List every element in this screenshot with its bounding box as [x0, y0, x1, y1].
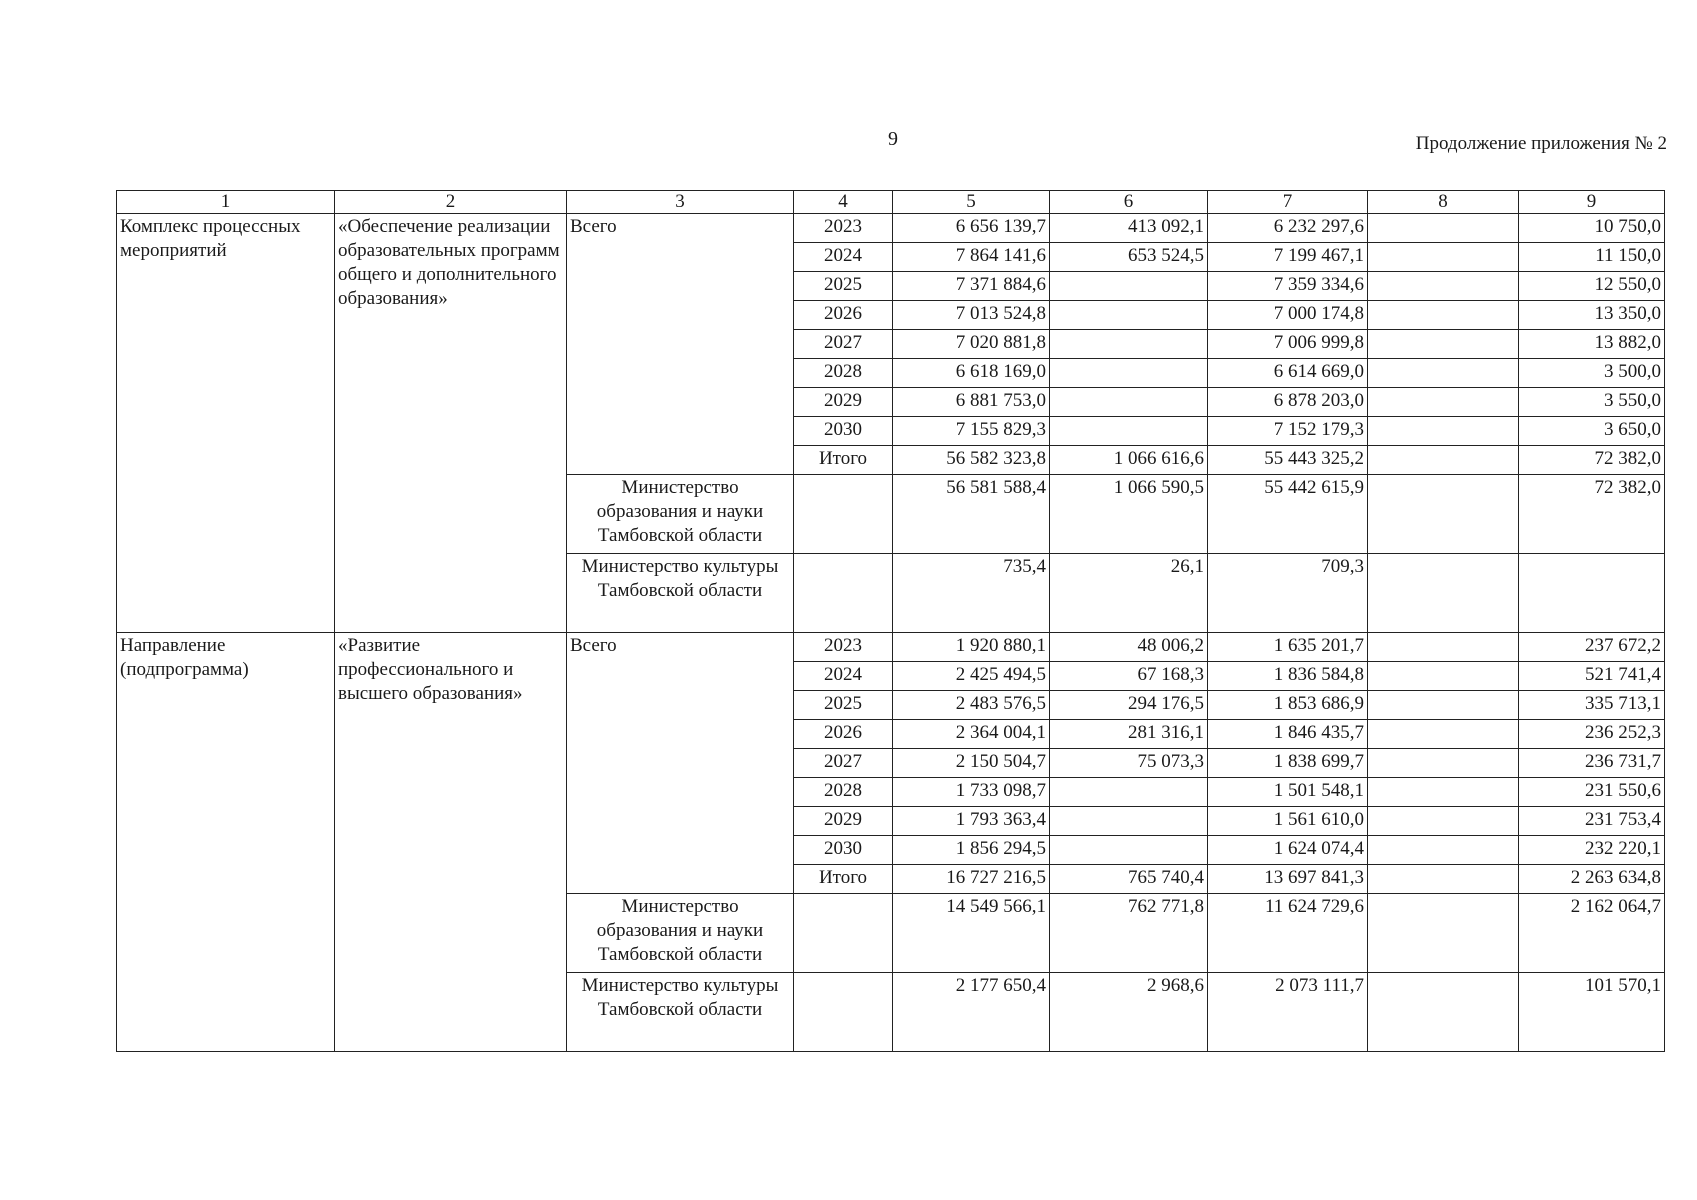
amount-cell-c9: 12 550,0	[1519, 272, 1665, 301]
table-row	[117, 214, 1665, 243]
amount-cell-c8	[1368, 633, 1519, 662]
executor-total-cell: Всего	[567, 214, 794, 475]
amount-cell-c9: 3 550,0	[1519, 388, 1665, 417]
amount-cell-c8	[1368, 417, 1519, 446]
amount-cell-c4	[794, 554, 893, 633]
amount-cell-c5: 1 920 880,1	[893, 633, 1050, 662]
amount-cell-c7: 1 838 699,7	[1208, 749, 1368, 778]
amount-cell-c9: 101 570,1	[1519, 973, 1665, 1052]
program-name-cell: «Обеспечение реализации образовательных программ общего и дополнительного образования»	[335, 214, 567, 633]
amount-cell-c6: 765 740,4	[1050, 865, 1208, 894]
year-cell: 2027	[794, 330, 893, 359]
amount-cell-c6: 294 176,5	[1050, 691, 1208, 720]
amount-cell-c9: 2 162 064,7	[1519, 894, 1665, 973]
column-header: 5	[893, 191, 1050, 214]
amount-cell-c5: 1 856 294,5	[893, 836, 1050, 865]
amount-cell-c5: 735,4	[893, 554, 1050, 633]
amount-cell-c8	[1368, 662, 1519, 691]
amount-cell-c8	[1368, 778, 1519, 807]
amount-cell-c6	[1050, 388, 1208, 417]
amount-cell-c7: 709,3	[1208, 554, 1368, 633]
amount-cell-c9: 3 650,0	[1519, 417, 1665, 446]
column-header: 7	[1208, 191, 1368, 214]
amount-cell-c7: 1 501 548,1	[1208, 778, 1368, 807]
amount-cell-c9: 13 882,0	[1519, 330, 1665, 359]
page-number: 9	[888, 128, 898, 150]
amount-cell-c7: 6 232 297,6	[1208, 214, 1368, 243]
executor-name-cell: Министерство образования и науки Тамбовской области	[567, 894, 794, 973]
amount-cell-c8	[1368, 894, 1519, 973]
amount-cell-c8	[1368, 720, 1519, 749]
amount-cell-c6: 413 092,1	[1050, 214, 1208, 243]
amount-cell-c7: 1 853 686,9	[1208, 691, 1368, 720]
amount-cell-c8	[1368, 388, 1519, 417]
amount-cell-c6	[1050, 807, 1208, 836]
amount-cell-c8	[1368, 836, 1519, 865]
amount-cell-c6: 75 073,3	[1050, 749, 1208, 778]
amount-cell-c9: 231 550,6	[1519, 778, 1665, 807]
column-header: 3	[567, 191, 794, 214]
amount-cell-c5: 7 371 884,6	[893, 272, 1050, 301]
amount-cell-c7: 1 846 435,7	[1208, 720, 1368, 749]
amount-cell-c5: 7 013 524,8	[893, 301, 1050, 330]
amount-cell-c6: 1 066 590,5	[1050, 475, 1208, 554]
table-row	[117, 633, 1665, 662]
amount-cell-c7: 1 836 584,8	[1208, 662, 1368, 691]
amount-cell-c5: 56 582 323,8	[893, 446, 1050, 475]
amount-cell-c9: 72 382,0	[1519, 475, 1665, 554]
amount-cell-c5: 2 425 494,5	[893, 662, 1050, 691]
amount-cell-c5: 6 881 753,0	[893, 388, 1050, 417]
amount-cell-c6	[1050, 778, 1208, 807]
amount-cell-c6: 281 316,1	[1050, 720, 1208, 749]
year-cell: 2027	[794, 749, 893, 778]
amount-cell-c8	[1368, 272, 1519, 301]
amount-cell-c7: 1 635 201,7	[1208, 633, 1368, 662]
amount-cell-c6	[1050, 301, 1208, 330]
year-cell: 2030	[794, 836, 893, 865]
amount-cell-c5: 14 549 566,1	[893, 894, 1050, 973]
amount-cell-c7: 7 006 999,8	[1208, 330, 1368, 359]
amount-cell-c5: 2 483 576,5	[893, 691, 1050, 720]
year-cell: 2026	[794, 720, 893, 749]
amount-cell-c6: 762 771,8	[1050, 894, 1208, 973]
amount-cell-c5: 2 364 004,1	[893, 720, 1050, 749]
column-header: 2	[335, 191, 567, 214]
amount-cell-c4	[794, 475, 893, 554]
amount-cell-c7: 6 878 203,0	[1208, 388, 1368, 417]
year-cell: 2025	[794, 691, 893, 720]
column-header: 6	[1050, 191, 1208, 214]
column-header: 4	[794, 191, 893, 214]
amount-cell-c8	[1368, 330, 1519, 359]
year-cell: Итого	[794, 446, 893, 475]
measure-type-cell: Направление (подпрограмма)	[117, 633, 335, 1052]
amount-cell-c6: 2 968,6	[1050, 973, 1208, 1052]
amount-cell-c9: 335 713,1	[1519, 691, 1665, 720]
amount-cell-c8	[1368, 691, 1519, 720]
amount-cell-c7: 1 624 074,4	[1208, 836, 1368, 865]
amount-cell-c5: 2 177 650,4	[893, 973, 1050, 1052]
amount-cell-c7: 7 359 334,6	[1208, 272, 1368, 301]
executor-total-cell: Всего	[567, 633, 794, 894]
amount-cell-c7: 13 697 841,3	[1208, 865, 1368, 894]
amount-cell-c7: 11 624 729,6	[1208, 894, 1368, 973]
amount-cell-c6: 67 168,3	[1050, 662, 1208, 691]
amount-cell-c7: 55 442 615,9	[1208, 475, 1368, 554]
amount-cell-c7: 7 000 174,8	[1208, 301, 1368, 330]
year-cell: 2026	[794, 301, 893, 330]
amount-cell-c9: 10 750,0	[1519, 214, 1665, 243]
amount-cell-c5: 7 864 141,6	[893, 243, 1050, 272]
amount-cell-c9: 236 731,7	[1519, 749, 1665, 778]
year-cell: Итого	[794, 865, 893, 894]
amount-cell-c6: 48 006,2	[1050, 633, 1208, 662]
amount-cell-c7: 1 561 610,0	[1208, 807, 1368, 836]
amount-cell-c7: 6 614 669,0	[1208, 359, 1368, 388]
amount-cell-c5: 7 155 829,3	[893, 417, 1050, 446]
year-cell: 2024	[794, 662, 893, 691]
amount-cell-c7: 7 152 179,3	[1208, 417, 1368, 446]
amount-cell-c8	[1368, 475, 1519, 554]
year-cell: 2029	[794, 807, 893, 836]
amount-cell-c5: 6 618 169,0	[893, 359, 1050, 388]
amount-cell-c5: 7 020 881,8	[893, 330, 1050, 359]
budget-table	[116, 190, 1665, 1052]
amount-cell-c9: 236 252,3	[1519, 720, 1665, 749]
amount-cell-c9: 231 753,4	[1519, 807, 1665, 836]
executor-name-cell: Министерство образования и науки Тамбовской области	[567, 475, 794, 554]
amount-cell-c5: 16 727 216,5	[893, 865, 1050, 894]
amount-cell-c9: 232 220,1	[1519, 836, 1665, 865]
amount-cell-c4	[794, 894, 893, 973]
amount-cell-c9: 13 350,0	[1519, 301, 1665, 330]
amount-cell-c6	[1050, 359, 1208, 388]
amount-cell-c9	[1519, 554, 1665, 633]
amount-cell-c8	[1368, 214, 1519, 243]
year-cell: 2023	[794, 633, 893, 662]
amount-cell-c6: 653 524,5	[1050, 243, 1208, 272]
amount-cell-c5: 1 793 363,4	[893, 807, 1050, 836]
year-cell: 2028	[794, 359, 893, 388]
amount-cell-c5: 2 150 504,7	[893, 749, 1050, 778]
amount-cell-c9: 2 263 634,8	[1519, 865, 1665, 894]
annex-continuation-label: Продолжение приложения № 2	[1415, 133, 1667, 154]
amount-cell-c6	[1050, 836, 1208, 865]
year-cell: 2028	[794, 778, 893, 807]
amount-cell-c9: 237 672,2	[1519, 633, 1665, 662]
year-cell: 2029	[794, 388, 893, 417]
column-header: 8	[1368, 191, 1519, 214]
year-cell: 2030	[794, 417, 893, 446]
amount-cell-c8	[1368, 301, 1519, 330]
amount-cell-c9: 72 382,0	[1519, 446, 1665, 475]
amount-cell-c8	[1368, 243, 1519, 272]
amount-cell-c5: 6 656 139,7	[893, 214, 1050, 243]
executor-name-cell: Министерство культуры Тамбовской области	[567, 973, 794, 1052]
amount-cell-c5: 1 733 098,7	[893, 778, 1050, 807]
amount-cell-c4	[794, 973, 893, 1052]
amount-cell-c6: 26,1	[1050, 554, 1208, 633]
amount-cell-c9: 521 741,4	[1519, 662, 1665, 691]
column-number-header-row	[117, 191, 1665, 214]
executor-name-cell: Министерство культуры Тамбовской области	[567, 554, 794, 633]
amount-cell-c6	[1050, 330, 1208, 359]
amount-cell-c7: 7 199 467,1	[1208, 243, 1368, 272]
measure-type-cell: Комплекс процессных мероприятий	[117, 214, 335, 633]
amount-cell-c8	[1368, 359, 1519, 388]
amount-cell-c6	[1050, 272, 1208, 301]
amount-cell-c6: 1 066 616,6	[1050, 446, 1208, 475]
table-body	[117, 214, 1665, 1052]
amount-cell-c5: 56 581 588,4	[893, 475, 1050, 554]
year-cell: 2025	[794, 272, 893, 301]
program-name-cell: «Развитие профессионального и высшего образования»	[335, 633, 567, 1052]
column-header: 1	[117, 191, 335, 214]
year-cell: 2024	[794, 243, 893, 272]
year-cell: 2023	[794, 214, 893, 243]
amount-cell-c7: 55 443 325,2	[1208, 446, 1368, 475]
amount-cell-c8	[1368, 554, 1519, 633]
amount-cell-c8	[1368, 865, 1519, 894]
amount-cell-c7: 2 073 111,7	[1208, 973, 1368, 1052]
amount-cell-c8	[1368, 446, 1519, 475]
amount-cell-c6	[1050, 417, 1208, 446]
amount-cell-c8	[1368, 973, 1519, 1052]
amount-cell-c9: 3 500,0	[1519, 359, 1665, 388]
amount-cell-c9: 11 150,0	[1519, 243, 1665, 272]
amount-cell-c8	[1368, 749, 1519, 778]
amount-cell-c8	[1368, 807, 1519, 836]
column-header: 9	[1519, 191, 1665, 214]
